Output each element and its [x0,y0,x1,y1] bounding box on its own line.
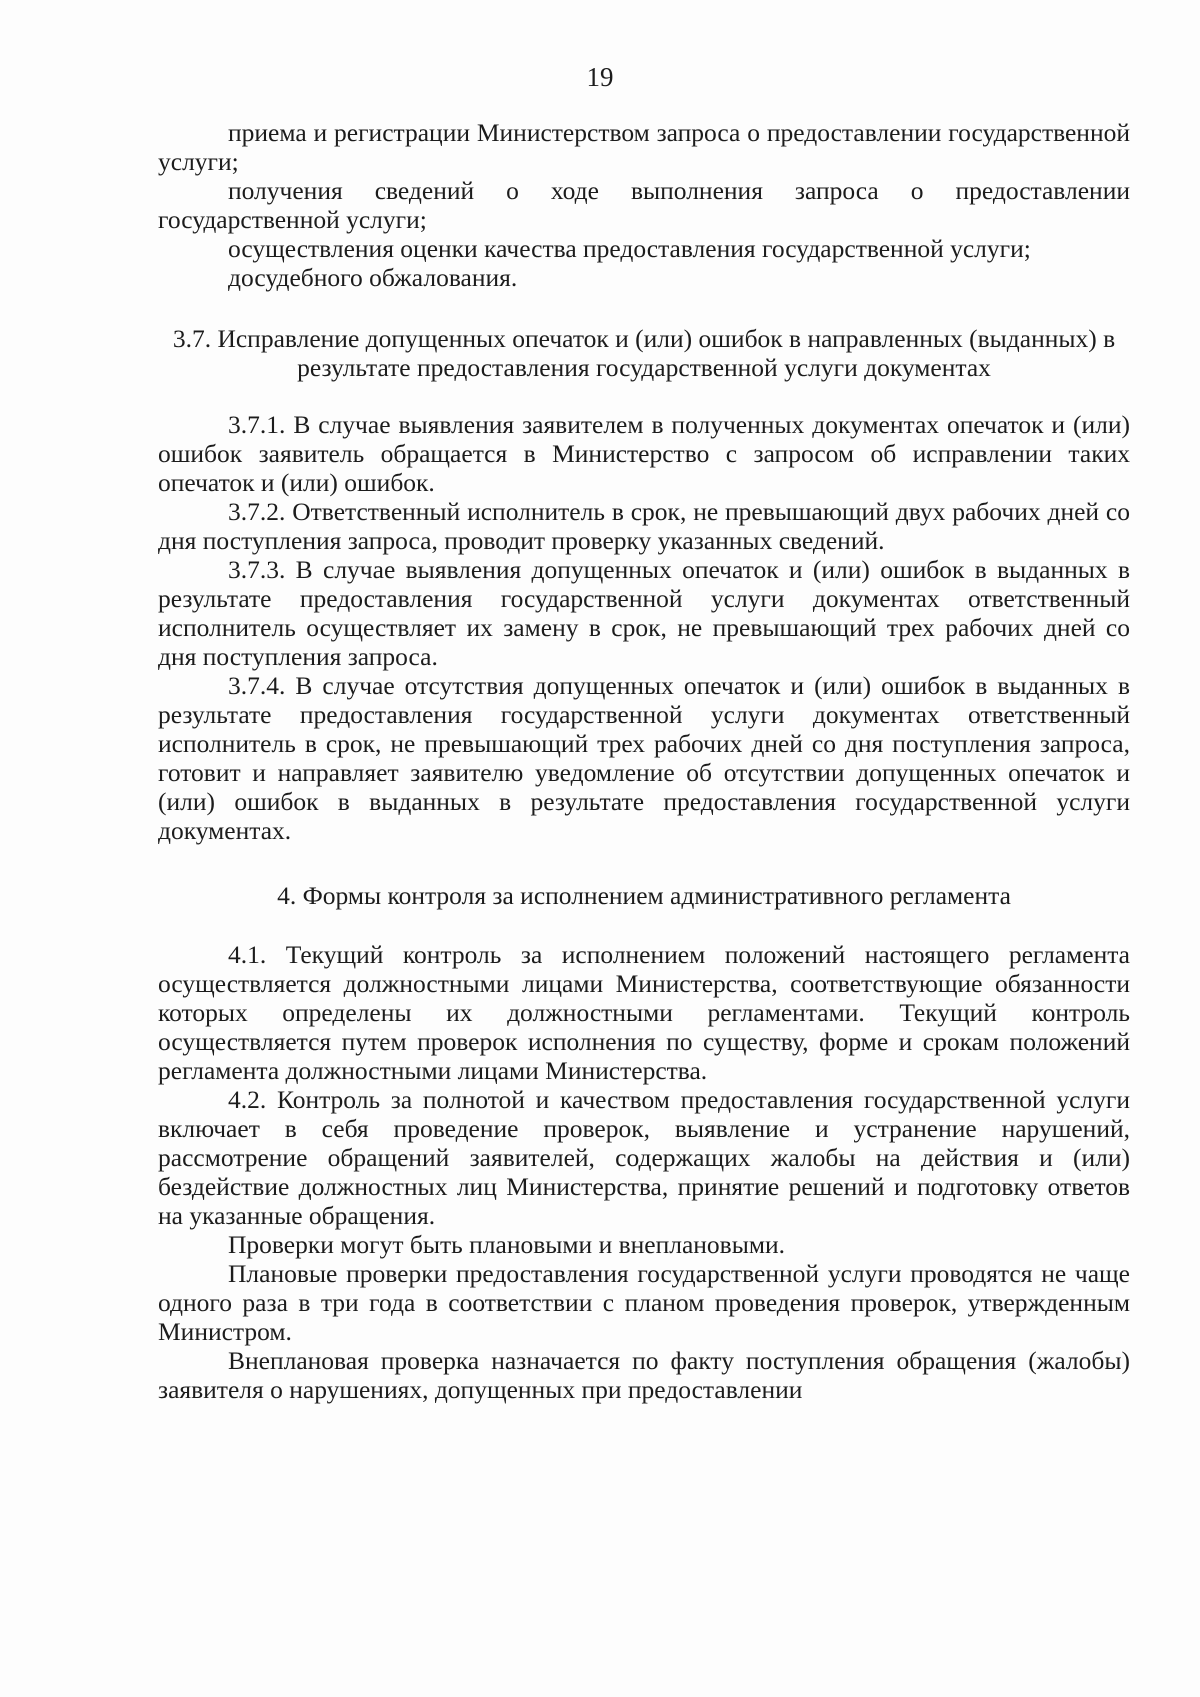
paragraph-3-7-2: 3.7.2. Ответственный исполнитель в срок, не превышающий двух рабочих дней со дня поступления запроса, проводит проверку указанных сведений. [158,497,1130,555]
paragraph-3-7-4: 3.7.4. В случае отсутствия допущенных опечаток и (или) ошибок в выданных в результате предоставления государственной услуги документах ответственный исполнитель в срок, не превышающий трех рабочих дней со дня поступления запроса, готовит и направляет заявителю уведомление об отсутствии допущенных опечаток и (или) ошибок в выданных в результате предоставления государственной услуги документах. [158,671,1130,845]
list-item: приема и регистрации Министерством запроса о предоставлении государственной услуги; [158,118,1130,176]
section-3-7-heading: 3.7. Исправление допущенных опечаток и (или) ошибок в направленных (выданных) в результате предоставления государственной услуги документах [172,324,1116,382]
section-4-heading: 4. Формы контроля за исполнением административного регламента [277,881,1011,910]
document-body [158,118,1130,1404]
paragraph-4-1: 4.1. Текущий контроль за исполнением положений настоящего регламента осуществляется должностными лицами Министерства, соответствующие обязанности которых определены их должностными регламентами. Текущий контроль осуществляется путем проверок исполнения по существу, форме и срокам положений регламента должностными лицами Министерства. [158,940,1130,1085]
paragraph-unplanned-inspection: Внеплановая проверка назначается по факту поступления обращения (жалобы) заявителя о нарушениях, допущенных при предоставлении [158,1346,1130,1404]
list-item: получения сведений о ходе выполнения запроса о предоставлении государственной услуги; [158,176,1130,234]
paragraph-3-7-1: 3.7.1. В случае выявления заявителем в полученных документах опечаток и (или) ошибок заявитель обращается в Министерство с запросом об исправлении таких опечаток и (или) ошибок. [158,410,1130,497]
list-item: досудебного обжалования. [228,263,518,292]
paragraph-planned-inspections: Плановые проверки предоставления государственной услуги проводятся не чаще одного раза в три года в соответствии с планом проведения проверок, утвержденным Министром. [158,1259,1130,1346]
paragraph-3-7-3: 3.7.3. В случае выявления допущенных опечаток и (или) ошибок в выданных в результате предоставления государственной услуги документах ответственный исполнитель осуществляет их замену в срок, не превышающий трех рабочих дней со дня поступления запроса. [158,555,1130,671]
paragraph-inspections-types: Проверки могут быть плановыми и внеплановыми. [228,1230,786,1259]
paragraph-4-2: 4.2. Контроль за полнотой и качеством предоставления государственной услуги включает в себя проведение проверок, выявление и устранение нарушений, рассмотрение обращений заявителей, содержащих жалобы на действия и (или) бездействие должностных лиц Министерства, принятие решений и подготовку ответов на указанные обращения. [158,1085,1130,1230]
list-item: осуществления оценки качества предоставления государственной услуги; [228,234,1031,263]
page-number: 19 [586,62,614,92]
